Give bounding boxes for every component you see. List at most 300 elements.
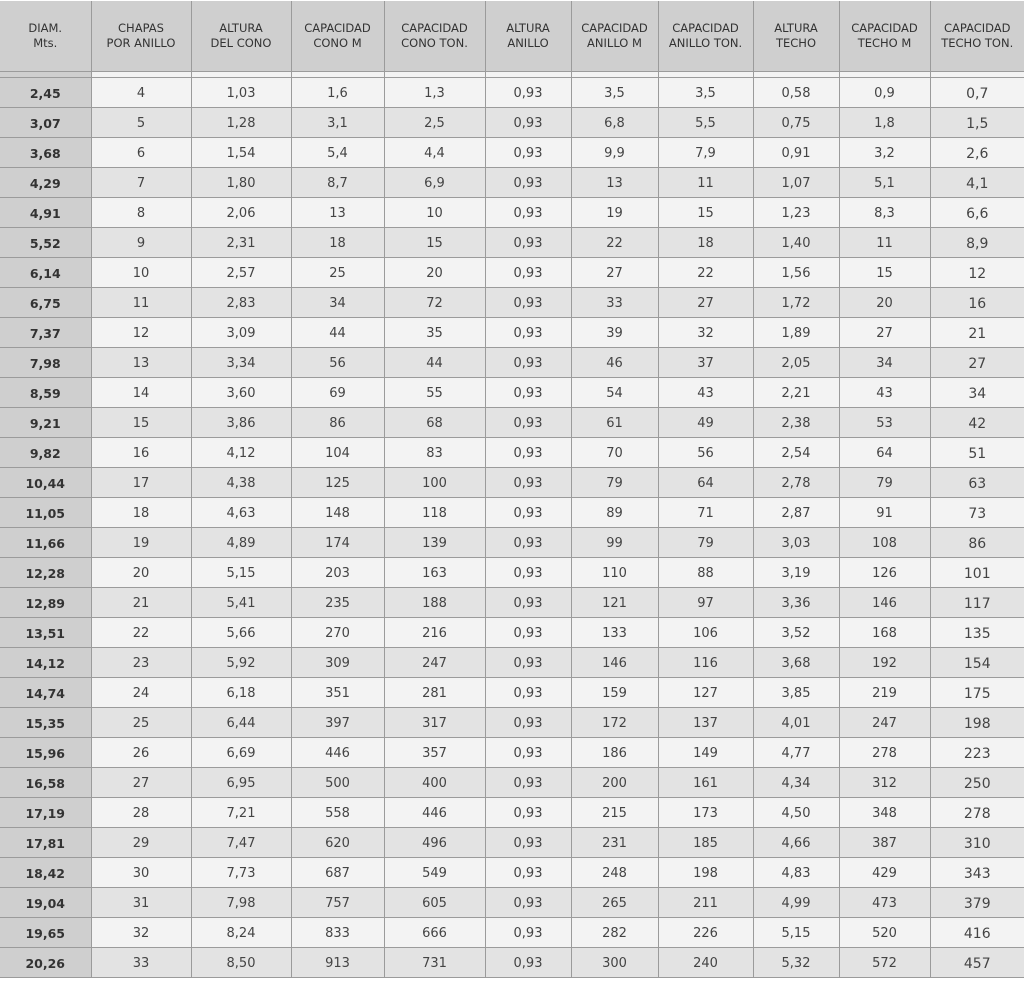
cell-capacidad-techo-ton: 34 — [930, 377, 1024, 407]
cell-capacidad-cono-m: 25 — [291, 257, 384, 287]
table-row — [0, 887, 1024, 917]
cell-altura-del-cono: 6,18 — [191, 677, 291, 707]
cell-capacidad-techo-ton: 73 — [930, 497, 1024, 527]
cell-chapas-por-anillo: 13 — [91, 347, 191, 377]
cell-capacidad-techo-m: 348 — [839, 797, 930, 827]
cell-chapas-por-anillo: 4 — [91, 77, 191, 107]
cell-capacidad-anillo-ton: 3,5 — [658, 77, 753, 107]
cell-diam: 11,05 — [0, 497, 91, 527]
cell-capacidad-techo-m: 79 — [839, 467, 930, 497]
cell-diam: 8,59 — [0, 377, 91, 407]
cell-altura-techo: 4,99 — [753, 887, 839, 917]
cell-capacidad-techo-m: 20 — [839, 287, 930, 317]
table-row — [0, 317, 1024, 347]
cell-capacidad-techo-m: 0,9 — [839, 77, 930, 107]
cell-capacidad-anillo-ton: 5,5 — [658, 107, 753, 137]
table-row — [0, 137, 1024, 167]
cell-altura-techo: 3,03 — [753, 527, 839, 557]
cell-chapas-por-anillo: 24 — [91, 677, 191, 707]
cell-diam: 2,45 — [0, 77, 91, 107]
cell-capacidad-techo-m: 108 — [839, 527, 930, 557]
cell-altura-anillo: 0,93 — [485, 437, 571, 467]
cell-capacidad-cono-m: 8,7 — [291, 167, 384, 197]
cell-altura-del-cono: 6,95 — [191, 767, 291, 797]
cell-capacidad-cono-ton: 2,5 — [384, 107, 485, 137]
cell-capacidad-anillo-m: 110 — [571, 557, 658, 587]
cell-capacidad-techo-ton: 63 — [930, 467, 1024, 497]
cell-altura-anillo: 0,93 — [485, 227, 571, 257]
cell-capacidad-cono-m: 3,1 — [291, 107, 384, 137]
table-row — [0, 287, 1024, 317]
cell-altura-techo: 5,32 — [753, 947, 839, 977]
cell-chapas-por-anillo: 19 — [91, 527, 191, 557]
cell-altura-techo: 2,78 — [753, 467, 839, 497]
table-row — [0, 917, 1024, 947]
cell-capacidad-anillo-ton: 106 — [658, 617, 753, 647]
cell-altura-del-cono: 7,21 — [191, 797, 291, 827]
cell-capacidad-anillo-m: 39 — [571, 317, 658, 347]
header-chapas-por-anillo: CHAPAS POR ANILLO — [91, 1, 191, 71]
cell-capacidad-techo-m: 387 — [839, 827, 930, 857]
cell-altura-del-cono: 4,63 — [191, 497, 291, 527]
cell-capacidad-cono-ton: 139 — [384, 527, 485, 557]
cell-capacidad-cono-ton: 118 — [384, 497, 485, 527]
cell-altura-anillo: 0,93 — [485, 497, 571, 527]
table-row — [0, 767, 1024, 797]
cell-capacidad-anillo-ton: 64 — [658, 467, 753, 497]
header-altura-anillo: ALTURA ANILLO — [485, 1, 571, 71]
cell-capacidad-cono-ton: 6,9 — [384, 167, 485, 197]
cell-capacidad-anillo-m: 300 — [571, 947, 658, 977]
tank-capacity-table — [0, 1, 1024, 978]
cell-altura-anillo: 0,93 — [485, 797, 571, 827]
cell-capacidad-anillo-m: 19 — [571, 197, 658, 227]
cell-capacidad-cono-m: 18 — [291, 227, 384, 257]
cell-capacidad-anillo-ton: 198 — [658, 857, 753, 887]
cell-altura-techo: 5,15 — [753, 917, 839, 947]
cell-capacidad-anillo-ton: 97 — [658, 587, 753, 617]
cell-capacidad-techo-m: 1,8 — [839, 107, 930, 137]
cell-altura-techo: 1,89 — [753, 317, 839, 347]
cell-diam: 12,89 — [0, 587, 91, 617]
cell-capacidad-anillo-m: 172 — [571, 707, 658, 737]
cell-capacidad-anillo-ton: 240 — [658, 947, 753, 977]
header-capacidad-techo-ton: CAPACIDAD TECHO TON. — [930, 1, 1024, 71]
cell-capacidad-anillo-ton: 27 — [658, 287, 753, 317]
cell-capacidad-cono-ton: 72 — [384, 287, 485, 317]
cell-capacidad-techo-ton: 175 — [930, 677, 1024, 707]
header-row — [0, 1, 1024, 71]
cell-altura-techo: 2,54 — [753, 437, 839, 467]
cell-altura-anillo: 0,93 — [485, 767, 571, 797]
table-body — [0, 71, 1024, 977]
cell-altura-del-cono: 2,57 — [191, 257, 291, 287]
cell-altura-del-cono: 4,38 — [191, 467, 291, 497]
cell-chapas-por-anillo: 14 — [91, 377, 191, 407]
cell-altura-anillo: 0,93 — [485, 947, 571, 977]
cell-capacidad-anillo-m: 282 — [571, 917, 658, 947]
cell-altura-del-cono: 7,47 — [191, 827, 291, 857]
cell-capacidad-anillo-m: 13 — [571, 167, 658, 197]
cell-capacidad-cono-ton: 216 — [384, 617, 485, 647]
cell-diam: 17,81 — [0, 827, 91, 857]
cell-chapas-por-anillo: 33 — [91, 947, 191, 977]
cell-capacidad-anillo-ton: 22 — [658, 257, 753, 287]
cell-altura-techo: 0,58 — [753, 77, 839, 107]
cell-altura-techo: 1,07 — [753, 167, 839, 197]
table-row — [0, 197, 1024, 227]
table-row — [0, 677, 1024, 707]
cell-capacidad-techo-ton: 4,1 — [930, 167, 1024, 197]
cell-capacidad-anillo-m: 27 — [571, 257, 658, 287]
cell-capacidad-techo-m: 15 — [839, 257, 930, 287]
cell-capacidad-cono-ton: 400 — [384, 767, 485, 797]
cell-capacidad-cono-ton: 10 — [384, 197, 485, 227]
cell-capacidad-anillo-m: 3,5 — [571, 77, 658, 107]
cell-capacidad-cono-ton: 100 — [384, 467, 485, 497]
cell-diam: 13,51 — [0, 617, 91, 647]
cell-altura-techo: 4,77 — [753, 737, 839, 767]
cell-chapas-por-anillo: 30 — [91, 857, 191, 887]
cell-capacidad-techo-ton: 8,9 — [930, 227, 1024, 257]
cell-altura-del-cono: 2,06 — [191, 197, 291, 227]
table-row — [0, 617, 1024, 647]
cell-diam: 9,82 — [0, 437, 91, 467]
cell-capacidad-cono-m: 397 — [291, 707, 384, 737]
cell-capacidad-anillo-ton: 18 — [658, 227, 753, 257]
cell-capacidad-techo-m: 5,1 — [839, 167, 930, 197]
cell-altura-del-cono: 8,24 — [191, 917, 291, 947]
table-row — [0, 347, 1024, 377]
cell-altura-del-cono: 3,34 — [191, 347, 291, 377]
cell-altura-techo: 4,66 — [753, 827, 839, 857]
cell-capacidad-cono-ton: 188 — [384, 587, 485, 617]
header-altura-techo: ALTURA TECHO — [753, 1, 839, 71]
cell-altura-techo: 4,01 — [753, 707, 839, 737]
cell-capacidad-techo-ton: 117 — [930, 587, 1024, 617]
cell-capacidad-cono-ton: 83 — [384, 437, 485, 467]
table-row — [0, 467, 1024, 497]
cell-altura-anillo: 0,93 — [485, 407, 571, 437]
cell-chapas-por-anillo: 11 — [91, 287, 191, 317]
cell-capacidad-cono-ton: 35 — [384, 317, 485, 347]
cell-altura-techo: 2,21 — [753, 377, 839, 407]
cell-altura-del-cono: 5,15 — [191, 557, 291, 587]
cell-capacidad-anillo-ton: 7,9 — [658, 137, 753, 167]
cell-capacidad-anillo-ton: 185 — [658, 827, 753, 857]
cell-capacidad-techo-ton: 6,6 — [930, 197, 1024, 227]
cell-chapas-por-anillo: 32 — [91, 917, 191, 947]
table-row — [0, 227, 1024, 257]
cell-altura-anillo: 0,93 — [485, 197, 571, 227]
cell-altura-anillo: 0,93 — [485, 917, 571, 947]
cell-altura-del-cono: 5,66 — [191, 617, 291, 647]
cell-capacidad-techo-ton: 86 — [930, 527, 1024, 557]
cell-altura-techo: 1,40 — [753, 227, 839, 257]
cell-capacidad-cono-m: 104 — [291, 437, 384, 467]
cell-altura-techo: 4,50 — [753, 797, 839, 827]
cell-capacidad-techo-m: 91 — [839, 497, 930, 527]
cell-chapas-por-anillo: 9 — [91, 227, 191, 257]
cell-capacidad-techo-m: 247 — [839, 707, 930, 737]
cell-capacidad-cono-m: 309 — [291, 647, 384, 677]
cell-chapas-por-anillo: 23 — [91, 647, 191, 677]
cell-capacidad-anillo-ton: 79 — [658, 527, 753, 557]
table-row — [0, 257, 1024, 287]
cell-diam: 11,66 — [0, 527, 91, 557]
cell-capacidad-anillo-m: 6,8 — [571, 107, 658, 137]
cell-capacidad-anillo-m: 9,9 — [571, 137, 658, 167]
cell-capacidad-cono-m: 757 — [291, 887, 384, 917]
cell-diam: 6,75 — [0, 287, 91, 317]
cell-altura-del-cono: 3,60 — [191, 377, 291, 407]
cell-altura-anillo: 0,93 — [485, 137, 571, 167]
cell-capacidad-techo-m: 278 — [839, 737, 930, 767]
cell-altura-anillo: 0,93 — [485, 317, 571, 347]
cell-diam: 6,14 — [0, 257, 91, 287]
cell-altura-techo: 1,72 — [753, 287, 839, 317]
cell-altura-del-cono: 1,03 — [191, 77, 291, 107]
cell-altura-techo: 1,23 — [753, 197, 839, 227]
cell-capacidad-cono-m: 833 — [291, 917, 384, 947]
cell-diam: 3,07 — [0, 107, 91, 137]
cell-capacidad-anillo-m: 146 — [571, 647, 658, 677]
cell-chapas-por-anillo: 27 — [91, 767, 191, 797]
cell-altura-del-cono: 2,83 — [191, 287, 291, 317]
cell-capacidad-techo-m: 34 — [839, 347, 930, 377]
cell-capacidad-techo-m: 168 — [839, 617, 930, 647]
header-capacidad-anillo-m: CAPACIDAD ANILLO M — [571, 1, 658, 71]
cell-capacidad-anillo-m: 121 — [571, 587, 658, 617]
cell-capacidad-techo-m: 126 — [839, 557, 930, 587]
cell-capacidad-anillo-ton: 71 — [658, 497, 753, 527]
cell-altura-del-cono: 2,31 — [191, 227, 291, 257]
cell-diam: 5,52 — [0, 227, 91, 257]
cell-diam: 16,58 — [0, 767, 91, 797]
cell-altura-anillo: 0,93 — [485, 617, 571, 647]
cell-capacidad-techo-m: 312 — [839, 767, 930, 797]
cell-altura-del-cono: 3,09 — [191, 317, 291, 347]
cell-capacidad-cono-m: 34 — [291, 287, 384, 317]
cell-capacidad-techo-ton: 343 — [930, 857, 1024, 887]
cell-capacidad-cono-m: 270 — [291, 617, 384, 647]
header-capacidad-techo-m: CAPACIDAD TECHO M — [839, 1, 930, 71]
table-row — [0, 377, 1024, 407]
table-row — [0, 77, 1024, 107]
cell-capacidad-anillo-ton: 226 — [658, 917, 753, 947]
cell-capacidad-techo-m: 3,2 — [839, 137, 930, 167]
cell-altura-anillo: 0,93 — [485, 887, 571, 917]
cell-altura-del-cono: 3,86 — [191, 407, 291, 437]
cell-chapas-por-anillo: 15 — [91, 407, 191, 437]
cell-capacidad-anillo-ton: 127 — [658, 677, 753, 707]
cell-capacidad-cono-m: 620 — [291, 827, 384, 857]
cell-capacidad-anillo-m: 22 — [571, 227, 658, 257]
cell-altura-del-cono: 7,98 — [191, 887, 291, 917]
cell-capacidad-anillo-ton: 37 — [658, 347, 753, 377]
cell-capacidad-techo-m: 27 — [839, 317, 930, 347]
table-row — [0, 797, 1024, 827]
cell-capacidad-cono-ton: 317 — [384, 707, 485, 737]
table-row — [0, 827, 1024, 857]
cell-chapas-por-anillo: 5 — [91, 107, 191, 137]
cell-altura-anillo: 0,93 — [485, 347, 571, 377]
cell-capacidad-anillo-ton: 211 — [658, 887, 753, 917]
cell-diam: 4,91 — [0, 197, 91, 227]
cell-chapas-por-anillo: 6 — [91, 137, 191, 167]
cell-capacidad-cono-ton: 731 — [384, 947, 485, 977]
cell-capacidad-cono-ton: 549 — [384, 857, 485, 887]
cell-altura-del-cono: 6,44 — [191, 707, 291, 737]
cell-capacidad-cono-m: 69 — [291, 377, 384, 407]
cell-capacidad-anillo-m: 215 — [571, 797, 658, 827]
table-row — [0, 107, 1024, 137]
cell-diam: 15,96 — [0, 737, 91, 767]
cell-chapas-por-anillo: 18 — [91, 497, 191, 527]
cell-altura-techo: 4,83 — [753, 857, 839, 887]
cell-capacidad-anillo-m: 248 — [571, 857, 658, 887]
table-row — [0, 437, 1024, 467]
cell-capacidad-cono-ton: 15 — [384, 227, 485, 257]
cell-capacidad-techo-m: 53 — [839, 407, 930, 437]
cell-capacidad-cono-ton: 605 — [384, 887, 485, 917]
cell-capacidad-cono-ton: 357 — [384, 737, 485, 767]
cell-capacidad-anillo-m: 265 — [571, 887, 658, 917]
table-row — [0, 527, 1024, 557]
cell-capacidad-anillo-ton: 149 — [658, 737, 753, 767]
cell-altura-techo: 3,68 — [753, 647, 839, 677]
cell-capacidad-cono-m: 687 — [291, 857, 384, 887]
cell-chapas-por-anillo: 22 — [91, 617, 191, 647]
cell-altura-del-cono: 1,54 — [191, 137, 291, 167]
cell-capacidad-anillo-ton: 15 — [658, 197, 753, 227]
cell-capacidad-techo-ton: 101 — [930, 557, 1024, 587]
cell-diam: 4,29 — [0, 167, 91, 197]
header-altura-del-cono: ALTURA DEL CONO — [191, 1, 291, 71]
table-row — [0, 407, 1024, 437]
cell-capacidad-techo-ton: 278 — [930, 797, 1024, 827]
cell-capacidad-anillo-ton: 49 — [658, 407, 753, 437]
cell-altura-anillo: 0,93 — [485, 707, 571, 737]
cell-chapas-por-anillo: 29 — [91, 827, 191, 857]
cell-altura-techo: 0,91 — [753, 137, 839, 167]
cell-diam: 14,12 — [0, 647, 91, 677]
cell-capacidad-anillo-ton: 88 — [658, 557, 753, 587]
cell-chapas-por-anillo: 20 — [91, 557, 191, 587]
cell-capacidad-techo-ton: 223 — [930, 737, 1024, 767]
cell-capacidad-anillo-ton: 56 — [658, 437, 753, 467]
cell-altura-techo: 3,36 — [753, 587, 839, 617]
cell-altura-techo: 2,05 — [753, 347, 839, 377]
cell-capacidad-techo-m: 520 — [839, 917, 930, 947]
cell-altura-anillo: 0,93 — [485, 857, 571, 887]
cell-capacidad-techo-ton: 51 — [930, 437, 1024, 467]
cell-altura-del-cono: 8,50 — [191, 947, 291, 977]
cell-capacidad-anillo-ton: 173 — [658, 797, 753, 827]
table-row — [0, 947, 1024, 977]
cell-altura-del-cono: 6,69 — [191, 737, 291, 767]
table-row — [0, 707, 1024, 737]
table-row — [0, 167, 1024, 197]
cell-capacidad-cono-ton: 247 — [384, 647, 485, 677]
cell-capacidad-anillo-ton: 11 — [658, 167, 753, 197]
cell-altura-anillo: 0,93 — [485, 827, 571, 857]
cell-capacidad-cono-m: 1,6 — [291, 77, 384, 107]
cell-diam: 15,35 — [0, 707, 91, 737]
cell-capacidad-cono-m: 56 — [291, 347, 384, 377]
cell-diam: 14,74 — [0, 677, 91, 707]
cell-capacidad-anillo-m: 70 — [571, 437, 658, 467]
cell-diam: 20,26 — [0, 947, 91, 977]
cell-capacidad-techo-ton: 310 — [930, 827, 1024, 857]
cell-capacidad-cono-ton: 55 — [384, 377, 485, 407]
cell-altura-del-cono: 7,73 — [191, 857, 291, 887]
cell-capacidad-techo-ton: 416 — [930, 917, 1024, 947]
cell-capacidad-techo-ton: 154 — [930, 647, 1024, 677]
cell-capacidad-anillo-m: 89 — [571, 497, 658, 527]
cell-capacidad-cono-m: 446 — [291, 737, 384, 767]
cell-capacidad-cono-ton: 281 — [384, 677, 485, 707]
cell-chapas-por-anillo: 31 — [91, 887, 191, 917]
cell-capacidad-anillo-m: 133 — [571, 617, 658, 647]
cell-capacidad-cono-m: 351 — [291, 677, 384, 707]
table-row — [0, 857, 1024, 887]
cell-altura-del-cono: 1,28 — [191, 107, 291, 137]
cell-altura-techo: 2,38 — [753, 407, 839, 437]
cell-altura-del-cono: 5,92 — [191, 647, 291, 677]
cell-diam: 19,65 — [0, 917, 91, 947]
cell-capacidad-anillo-ton: 161 — [658, 767, 753, 797]
table-row — [0, 737, 1024, 767]
cell-altura-anillo: 0,93 — [485, 287, 571, 317]
cell-altura-anillo: 0,93 — [485, 557, 571, 587]
cell-altura-techo: 1,56 — [753, 257, 839, 287]
cell-diam: 9,21 — [0, 407, 91, 437]
cell-capacidad-techo-m: 146 — [839, 587, 930, 617]
cell-capacidad-cono-m: 148 — [291, 497, 384, 527]
cell-capacidad-techo-m: 8,3 — [839, 197, 930, 227]
cell-capacidad-cono-ton: 666 — [384, 917, 485, 947]
cell-diam: 12,28 — [0, 557, 91, 587]
cell-capacidad-techo-ton: 198 — [930, 707, 1024, 737]
cell-chapas-por-anillo: 16 — [91, 437, 191, 467]
cell-capacidad-cono-ton: 4,4 — [384, 137, 485, 167]
cell-altura-anillo: 0,93 — [485, 107, 571, 137]
cell-capacidad-techo-ton: 135 — [930, 617, 1024, 647]
cell-capacidad-cono-ton: 44 — [384, 347, 485, 377]
header-capacidad-anillo-ton: CAPACIDAD ANILLO TON. — [658, 1, 753, 71]
cell-capacidad-cono-m: 203 — [291, 557, 384, 587]
cell-capacidad-anillo-m: 79 — [571, 467, 658, 497]
cell-capacidad-techo-m: 11 — [839, 227, 930, 257]
cell-altura-anillo: 0,93 — [485, 377, 571, 407]
cell-capacidad-anillo-m: 46 — [571, 347, 658, 377]
cell-capacidad-anillo-m: 33 — [571, 287, 658, 317]
cell-capacidad-cono-m: 235 — [291, 587, 384, 617]
cell-diam: 10,44 — [0, 467, 91, 497]
cell-altura-anillo: 0,93 — [485, 527, 571, 557]
cell-capacidad-techo-ton: 1,5 — [930, 107, 1024, 137]
cell-capacidad-cono-ton: 163 — [384, 557, 485, 587]
cell-altura-techo: 0,75 — [753, 107, 839, 137]
cell-capacidad-techo-m: 219 — [839, 677, 930, 707]
cell-altura-techo: 2,87 — [753, 497, 839, 527]
cell-capacidad-cono-ton: 68 — [384, 407, 485, 437]
cell-diam: 7,98 — [0, 347, 91, 377]
cell-altura-anillo: 0,93 — [485, 587, 571, 617]
cell-capacidad-techo-ton: 379 — [930, 887, 1024, 917]
cell-altura-anillo: 0,93 — [485, 677, 571, 707]
